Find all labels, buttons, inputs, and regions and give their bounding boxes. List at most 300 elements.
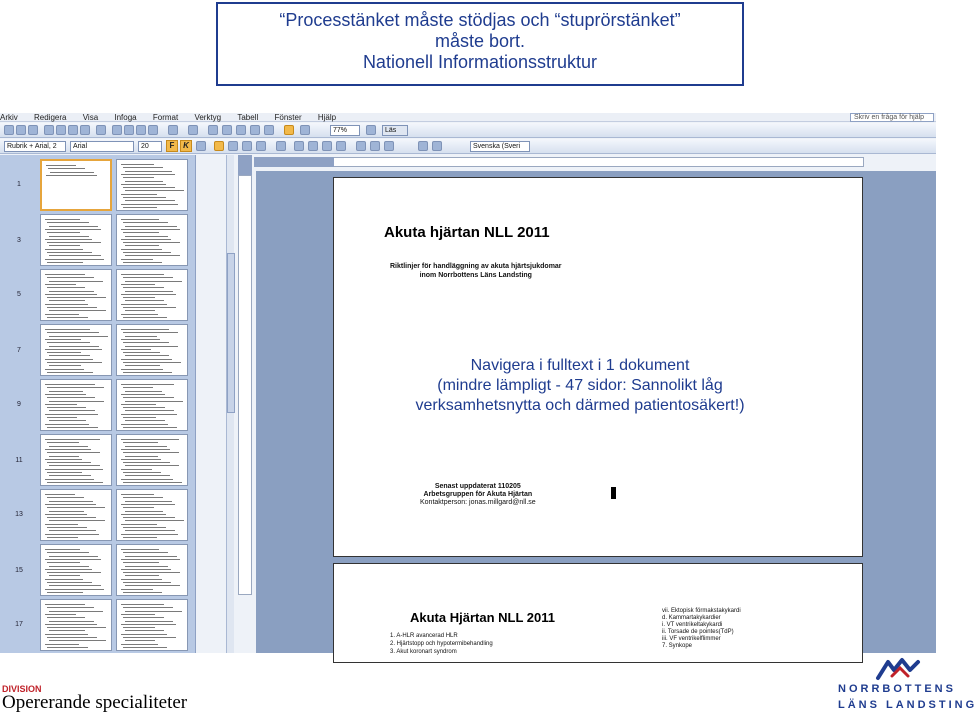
- thumbnail-text-line: [48, 168, 85, 169]
- thumbnail-text-line: [123, 352, 160, 353]
- thumbnail-text-line: [123, 482, 182, 483]
- thumbnail-text-line: [49, 611, 103, 612]
- vertical-ruler[interactable]: [238, 175, 252, 595]
- thumbnail-text-line: [47, 262, 83, 263]
- page-number: 17: [15, 621, 23, 628]
- help-search-input[interactable]: Skriv en fråga för hjälp: [850, 113, 934, 122]
- annotation-line: (mindre lämpligt - 47 sidor: Sannolikt låg: [437, 377, 723, 394]
- thumbnail-text-line: [121, 359, 172, 360]
- thumbnail-text-line: [49, 556, 98, 557]
- thumbnail-text-line: [123, 552, 168, 553]
- menu-item-visa[interactable]: Visa: [82, 113, 99, 122]
- thumbnail-text-line: [123, 427, 177, 428]
- thumbnail-text-line: [125, 300, 164, 301]
- thumbnail-text-line: [125, 171, 172, 172]
- columns-icon[interactable]: [264, 125, 274, 135]
- menu-item-verktyg[interactable]: Verktyg: [194, 113, 222, 122]
- page1-footer-line: Arbetsgruppen för Akuta Hjärtan: [423, 491, 533, 498]
- thumbnail-text-line: [45, 569, 92, 570]
- thumbnail-text-line: [125, 236, 168, 237]
- thumbnail-text-line: [47, 297, 106, 298]
- thumbnail-text-line: [121, 614, 155, 615]
- thumbnail-text-line: [121, 164, 154, 165]
- thumbnail-text-line: [49, 640, 106, 641]
- page-thumbnail[interactable]: [116, 599, 188, 651]
- thumbnail-text-line: [47, 617, 85, 618]
- thumbnail-text-line: [46, 175, 97, 176]
- thumbnail-text-line: [121, 494, 154, 495]
- thumbnail-text-line: [45, 634, 88, 635]
- annotation-line: Navigera i fulltext i 1 dokument: [470, 357, 690, 374]
- thumbnail-text-line: [45, 304, 88, 305]
- thumbnail-text-line: [121, 239, 171, 240]
- thumbnail-text-line: [123, 442, 158, 443]
- thumbnail-text-line: [121, 204, 178, 205]
- menu-item-hjalp[interactable]: Hjälp: [317, 113, 337, 122]
- slide-title-box: [216, 2, 744, 86]
- thumbnail-text-line: [123, 207, 157, 208]
- thumbnail-text-line: [45, 329, 90, 330]
- insert-table-icon[interactable]: [236, 125, 246, 135]
- thumbnail-text-line: [123, 242, 180, 243]
- thumbnail-text-line: [45, 284, 76, 285]
- toc-item[interactable]: iii. VF ventrikelflimmer: [662, 636, 721, 642]
- thumbnail-text-line: [45, 314, 79, 315]
- ruler-margin: [238, 155, 252, 175]
- thumbnail-text-line: [47, 332, 99, 333]
- thumbnail-text-line: [45, 559, 101, 560]
- thumbnail-text-line: [45, 624, 97, 625]
- thumbnail-text-line: [123, 187, 175, 188]
- page-thumbnail[interactable]: [116, 324, 188, 376]
- thumbnail-text-line: [123, 407, 165, 408]
- justify-icon[interactable]: [256, 141, 266, 151]
- toc-item[interactable]: 1. A-HLR avancerad HLR: [390, 633, 458, 639]
- undo-icon[interactable]: [168, 125, 178, 135]
- read-button[interactable]: Läs: [382, 125, 408, 136]
- thumbnail-text-line: [121, 559, 180, 560]
- thumbnail-text-line: [123, 397, 174, 398]
- line-spacing-icon[interactable]: [276, 141, 286, 151]
- thumbnail-text-line: [121, 589, 153, 590]
- new-document-icon[interactable]: [4, 125, 14, 135]
- format-painter-icon[interactable]: [148, 125, 158, 135]
- thumbnail-text-line: [47, 582, 92, 583]
- page-number: 3: [17, 237, 21, 244]
- thumbnail-text-line: [125, 475, 170, 476]
- page-number: 9: [17, 401, 21, 408]
- thumbnail-text-line: [125, 346, 178, 347]
- thumbnail-text-line: [45, 274, 85, 275]
- thumbnail-text-line: [49, 226, 98, 227]
- font-color-icon[interactable]: [384, 141, 394, 151]
- thumbnail-text-line: [49, 566, 89, 567]
- thumbnail-text-line: [49, 501, 93, 502]
- thumbnail-text-line: [121, 604, 164, 605]
- style-list-icon[interactable]: [432, 141, 442, 151]
- thumbnail-text-line: [47, 647, 88, 648]
- thumbnail-text-line: [123, 287, 164, 288]
- thumbnail-text-line: [47, 527, 87, 528]
- toc-item[interactable]: 2. Hjärtstopp och hypotermibehandling: [390, 641, 493, 647]
- thumbnail-text-line: [47, 242, 101, 243]
- outside-border-icon[interactable]: [356, 141, 366, 151]
- thumbnail-text-line: [49, 410, 95, 411]
- thumbnail-text-line: [123, 462, 170, 463]
- page-thumbnail[interactable]: [40, 599, 112, 651]
- thumbnail-text-line: [125, 410, 174, 411]
- thumbnail-text-line: [49, 420, 86, 421]
- thumbnail-text-line: [47, 497, 84, 498]
- thumbnail-text-line: [125, 401, 183, 402]
- zoom-combo[interactable]: 77%: [330, 125, 360, 136]
- page-thumbnail[interactable]: [40, 489, 112, 541]
- thumbnail-text-line: [47, 452, 100, 453]
- page-number: 13: [15, 511, 23, 518]
- thumbnail-text-line: [121, 329, 169, 330]
- slide-annotation: [380, 356, 780, 416]
- thumbnail-text-line: [47, 417, 77, 418]
- menu-item-arkiv[interactable]: Arkiv: [0, 113, 18, 122]
- thumbnail-text-line: [49, 236, 89, 237]
- thumbnail-text-line: [121, 304, 167, 305]
- page-thumbnail[interactable]: [116, 544, 188, 596]
- permission-icon[interactable]: [44, 125, 54, 135]
- thumbnail-text-line: [49, 355, 90, 356]
- menu-item-redigera[interactable]: Redigera: [34, 113, 67, 122]
- thumbnail-text-line: [123, 342, 169, 343]
- standard-toolbar: [0, 123, 960, 138]
- thumbnail-text-line: [49, 255, 101, 256]
- page-thumbnail[interactable]: [40, 379, 112, 431]
- thumbnail-text-line: [47, 627, 106, 628]
- thumbnail-text-line: [47, 607, 94, 608]
- thumbnail-text-line: [125, 226, 177, 227]
- thumbnail-text-line: [125, 255, 180, 256]
- thumbnail-text-line: [45, 439, 100, 440]
- thumbnail-text-line: [121, 339, 160, 340]
- thumbnail-text-line: [121, 469, 152, 470]
- thumbnail-text-line: [125, 281, 182, 282]
- thumbnail-text-line: [45, 494, 75, 495]
- copy-icon[interactable]: [124, 125, 134, 135]
- toc-item[interactable]: i. VT ventrikeltakykardi: [662, 622, 723, 628]
- thumbnail-text-line: [47, 352, 81, 353]
- show-hide-icon[interactable]: [300, 125, 310, 135]
- thumbnail-text-line: [123, 562, 159, 563]
- thumbnail-text-line: [123, 507, 154, 508]
- thumbnail-text-line: [47, 552, 89, 553]
- thumbnail-text-line: [125, 355, 169, 356]
- thumbnail-text-line: [125, 245, 159, 246]
- thumbnail-text-line: [121, 194, 157, 195]
- page-thumbnail[interactable]: [116, 489, 188, 541]
- thumbnail-text-line: [45, 404, 77, 405]
- thumbnail-text-line: [125, 391, 162, 392]
- thumbnail-text-line: [45, 449, 91, 450]
- thumbnail-text-line: [47, 287, 85, 288]
- page-thumbnail[interactable]: [40, 324, 112, 376]
- thumbnail-text-line: [47, 462, 91, 463]
- thumbnail-text-line: [123, 167, 163, 168]
- thumbnail-text-line: [49, 281, 103, 282]
- page-thumbnail[interactable]: [40, 434, 112, 486]
- tables-borders-icon[interactable]: [222, 125, 232, 135]
- page-thumbnail[interactable]: [116, 269, 188, 321]
- thumbnail-text-line: [123, 372, 172, 373]
- thumbnail-text-line: [49, 630, 85, 631]
- research-icon[interactable]: [96, 125, 106, 135]
- thumbnail-text-line: [47, 592, 83, 593]
- paste-icon[interactable]: [136, 125, 146, 135]
- thumbnail-text-line: [121, 624, 176, 625]
- thumbnail-text-line: [125, 310, 155, 311]
- thumbnail-text-line: [45, 504, 96, 505]
- page-number: 1: [17, 181, 21, 188]
- ruler-margin: [254, 157, 334, 167]
- toc-item[interactable]: vii. Ektopisk förmakstakykardi: [662, 608, 741, 614]
- align-center-icon[interactable]: [228, 141, 238, 151]
- thumbnail-text-line: [45, 294, 97, 295]
- page-number: 5: [17, 291, 21, 298]
- thumbnail-text-line: [49, 300, 85, 301]
- logo-text-line-1: NORRBOTTENS: [838, 683, 956, 695]
- slide-margin: [936, 113, 960, 653]
- thumbnail-text-line: [121, 394, 165, 395]
- thumbnail-text-line: [121, 534, 178, 535]
- thumbnail-scrollbar[interactable]: [226, 155, 234, 653]
- thumbnail-text-line: [125, 511, 163, 512]
- thumbnail-text-line: [123, 417, 156, 418]
- page-thumbnail[interactable]: [116, 214, 188, 266]
- thumbnail-text-line: [45, 644, 79, 645]
- thumbnail-text-line: [45, 459, 82, 460]
- thumbnail-text-line: [45, 469, 103, 470]
- thumbnail-text-line: [47, 252, 92, 253]
- underline-icon[interactable]: [196, 141, 206, 151]
- page1-title: Akuta hjärtan NLL 2011: [384, 224, 550, 241]
- print-icon[interactable]: [56, 125, 66, 135]
- thumbnail-text-line: [45, 549, 80, 550]
- thumbnail-text-line: [125, 190, 184, 191]
- thumbnail-text-line: [45, 534, 99, 535]
- thumbnail-text-line: [123, 607, 173, 608]
- thumbnail-text-line: [47, 482, 103, 483]
- thumbnail-text-line: [125, 585, 180, 586]
- thumbnail-text-line: [123, 637, 176, 638]
- thumbnail-text-line: [125, 530, 175, 531]
- thumbnail-text-line: [121, 549, 159, 550]
- thumbnail-text-line: [49, 575, 80, 576]
- numbering-icon[interactable]: [294, 141, 304, 151]
- page-number: 7: [17, 347, 21, 354]
- decrease-indent-icon[interactable]: [322, 141, 332, 151]
- page-thumbnail[interactable]: [40, 159, 112, 211]
- thumbnail-text-line: [121, 274, 164, 275]
- thumbnail-text-line: [45, 219, 80, 220]
- page1-footer-line: Kontaktperson: jonas.millgard@nll.se: [420, 499, 536, 506]
- document-map-icon[interactable]: [284, 125, 294, 135]
- highlight-icon[interactable]: [370, 141, 380, 151]
- thumbnail-text-line: [121, 479, 173, 480]
- thumbnail-text-line: [49, 401, 104, 402]
- page-thumbnail[interactable]: [40, 214, 112, 266]
- save-icon[interactable]: [28, 125, 38, 135]
- thumbnail-text-line: [123, 627, 155, 628]
- thumbnail-text-line: [125, 640, 155, 641]
- thumbnail-text-line: [123, 582, 171, 583]
- page1-subtitle-line: inom Norrbottens Läns Landsting: [419, 272, 532, 279]
- thumbnail-text-line: [45, 249, 83, 250]
- page-thumbnail[interactable]: [40, 269, 112, 321]
- thumbnail-text-line: [121, 294, 176, 295]
- menu-item-format[interactable]: Format: [152, 113, 179, 122]
- toc-item[interactable]: 3. Akut koronart syndrom: [390, 649, 457, 655]
- bold-icon[interactable]: F: [166, 140, 178, 152]
- menu-item-infoga[interactable]: Infoga: [114, 113, 137, 122]
- thumbnail-text-line: [121, 229, 180, 230]
- thumbnail-text-line: [125, 465, 179, 466]
- thumbnail-text-line: [125, 501, 172, 502]
- annotation-line: verksamhetsnytta och därmed patientosäkert!): [415, 397, 745, 414]
- thumbnail-text-line: [45, 394, 86, 395]
- page-thumbnail[interactable]: [116, 434, 188, 486]
- thumbnail-text-line: [125, 556, 177, 557]
- spelling-icon[interactable]: [80, 125, 90, 135]
- thumbnail-text-line: [121, 414, 177, 415]
- insert-excel-icon[interactable]: [250, 125, 260, 135]
- thumbnail-text-line: [123, 517, 175, 518]
- open-icon[interactable]: [16, 125, 26, 135]
- italic-icon[interactable]: K: [180, 140, 192, 152]
- thumbnail-text-line: [121, 349, 151, 350]
- horizontal-ruler[interactable]: [254, 157, 864, 167]
- thumbnail-text-line: [47, 637, 97, 638]
- thumbnail-text-line: [121, 579, 162, 580]
- thumbnail-text-line: [49, 475, 91, 476]
- thumbnail-text-line: [123, 387, 153, 388]
- thumbnail-text-line: [47, 342, 90, 343]
- thumbnail-text-line: [47, 277, 94, 278]
- thumbnail-text-line: [121, 644, 158, 645]
- toc-item[interactable]: d. Kammartakykardier: [662, 615, 721, 621]
- increase-indent-icon[interactable]: [336, 141, 346, 151]
- thumbnail-text-line: [47, 517, 96, 518]
- print-preview-icon[interactable]: [68, 125, 78, 135]
- bullets-icon[interactable]: [308, 141, 318, 151]
- thumbnail-text-line: [47, 562, 80, 563]
- page-thumbnail[interactable]: [40, 544, 112, 596]
- toc-item[interactable]: ii. Torsade de pointes(TdP): [662, 629, 734, 635]
- page-thumbnail[interactable]: [116, 159, 188, 211]
- menu-item-tabell[interactable]: Tabell: [237, 113, 259, 122]
- bullet-list-icon[interactable]: [418, 141, 428, 151]
- thumbnail-text-line: [123, 197, 166, 198]
- text-cursor: [611, 487, 616, 499]
- toc-item[interactable]: 7. Synkope: [662, 643, 693, 649]
- thumbnail-text-line: [45, 369, 84, 370]
- thumbnail-text-line: [125, 456, 158, 457]
- thumbnail-text-line: [49, 621, 94, 622]
- thumbnail-text-line: [49, 365, 81, 366]
- thumbnail-text-line: [49, 310, 106, 311]
- thumbnail-text-line: [123, 617, 164, 618]
- help-icon[interactable]: [366, 125, 376, 135]
- thumbnail-text-line: [45, 349, 102, 350]
- document-page-2[interactable]: [333, 563, 863, 663]
- thumbnail-text-line: [47, 472, 82, 473]
- thumbnail-text-line: [47, 317, 88, 318]
- thumbnail-text-line: [47, 307, 97, 308]
- thumbnail-text-line: [121, 634, 167, 635]
- thumbnail-text-line: [45, 579, 83, 580]
- thumbnail-text-line: [125, 181, 163, 182]
- thumbnail-text-line: [125, 611, 182, 612]
- thumbnail-text-line: [47, 507, 105, 508]
- slide-title-line-1: “Processtänket måste stödjas och “stuprörstänket”: [279, 10, 681, 30]
- thumbnail-text-line: [45, 589, 104, 590]
- thumbnail-text-line: [47, 397, 95, 398]
- thumbnail-text-line: [45, 359, 93, 360]
- thumbnail-text-line: [121, 569, 171, 570]
- thumbnail-text-line: [45, 614, 76, 615]
- redo-icon[interactable]: [188, 125, 198, 135]
- thumbnail-text-line: [45, 479, 94, 480]
- thumbnail-text-line: [49, 336, 108, 337]
- thumbnail-text-line: [123, 537, 157, 538]
- thumbnail-text-line: [125, 336, 157, 337]
- thumbnail-text-line: [123, 362, 181, 363]
- font-combo[interactable]: Arial: [70, 141, 134, 152]
- thumbnail-text-line: [123, 647, 167, 648]
- thumbnail-text-line: [125, 446, 167, 447]
- thumbnail-text-line: [45, 524, 78, 525]
- thumbnail-text-line: [49, 520, 105, 521]
- thumbnail-text-line: [123, 262, 162, 263]
- thumbnail-text-line: [123, 452, 179, 453]
- thumbnail-text-line: [47, 387, 104, 388]
- thumbnail-text-line: [123, 572, 180, 573]
- thumbnail-text-line: [121, 284, 155, 285]
- page-thumbnail[interactable]: [116, 379, 188, 431]
- align-right-icon[interactable]: [242, 141, 252, 151]
- page2-toc-left: [390, 632, 493, 656]
- page1-subtitle-line: Riktlinjer för handläggning av akuta hjärtsjukdomar: [390, 263, 562, 270]
- hyperlink-icon[interactable]: [208, 125, 218, 135]
- thumbnail-text-line: [121, 184, 166, 185]
- thumbnails-pane: [0, 155, 196, 653]
- thumbnail-text-line: [45, 514, 87, 515]
- logo-text-line-2: LÄNS LANDSTING: [838, 699, 977, 711]
- thumbnail-text-line: [123, 222, 168, 223]
- language-combo[interactable]: Svenska (Sveri: [470, 141, 530, 152]
- thumbnail-text-line: [125, 200, 175, 201]
- thumbnail-text-line: [47, 232, 80, 233]
- thumbnail-text-line: [45, 414, 98, 415]
- thumbnail-text-line: [121, 449, 170, 450]
- align-left-icon[interactable]: [214, 141, 224, 151]
- menu-item-fonster[interactable]: Fönster: [274, 113, 302, 122]
- style-combo[interactable]: Rubrik + Arial, 2: [4, 141, 66, 152]
- page1-footer: [420, 483, 536, 507]
- font-size-combo[interactable]: 20: [138, 141, 162, 152]
- thumbnail-text-line: [121, 219, 159, 220]
- thumbnail-text-line: [125, 420, 165, 421]
- cut-icon[interactable]: [112, 125, 122, 135]
- thumbnail-text-line: [45, 239, 92, 240]
- thumbnail-text-line: [123, 177, 154, 178]
- scrollbar-thumb[interactable]: [227, 253, 235, 413]
